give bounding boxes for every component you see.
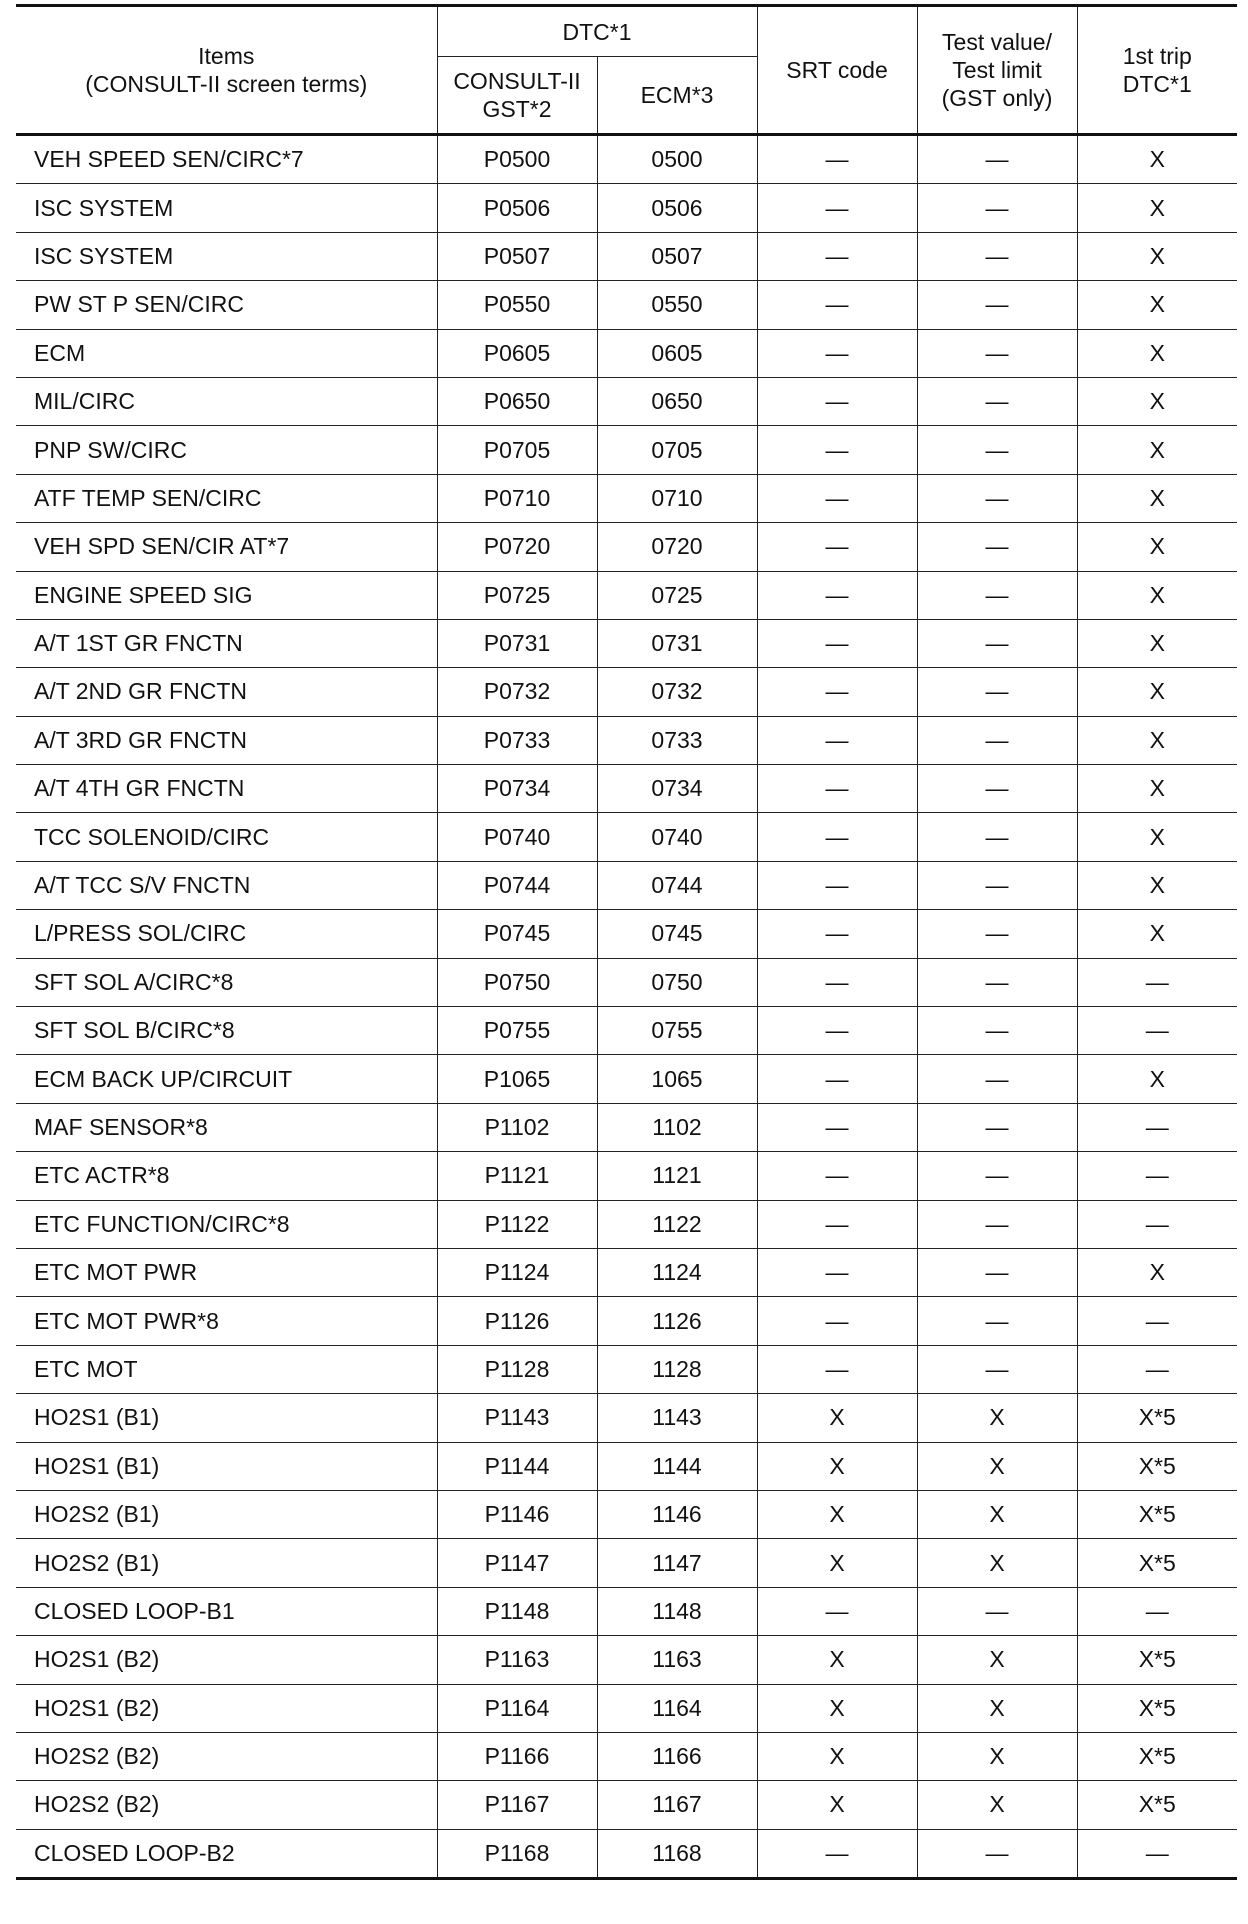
ecm-code-cell: 0755: [597, 1007, 757, 1055]
item-cell: HO2S2 (B1): [16, 1539, 437, 1587]
table-row: [16, 135, 1237, 184]
test-value-cell: —: [917, 765, 1077, 813]
ecm-code-cell: 1121: [597, 1152, 757, 1200]
test-value-cell: —: [917, 329, 1077, 377]
consult-gst-cell: P0725: [437, 571, 597, 619]
ecm-code-cell: 1148: [597, 1587, 757, 1635]
test-value-cell: X: [917, 1539, 1077, 1587]
test-value-cell: —: [917, 1248, 1077, 1296]
consult-gst-cell: P1147: [437, 1539, 597, 1587]
test-value-cell: —: [917, 571, 1077, 619]
srt-code-cell: —: [757, 619, 917, 667]
ecm-code-cell: 1126: [597, 1297, 757, 1345]
consult-gst-cell: P0507: [437, 232, 597, 280]
test-value-cell: X: [917, 1442, 1077, 1490]
srt-code-cell: —: [757, 426, 917, 474]
srt-code-cell: —: [757, 668, 917, 716]
item-cell: PW ST P SEN/CIRC: [16, 281, 437, 329]
srt-code-cell: —: [757, 571, 917, 619]
table-row: [16, 1442, 1237, 1490]
item-cell: ECM BACK UP/CIRCUIT: [16, 1055, 437, 1103]
first-trip-dtc-cell: —: [1077, 958, 1237, 1006]
srt-code-cell: X: [757, 1539, 917, 1587]
consult-gst-cell: P1124: [437, 1248, 597, 1296]
ecm-code-cell: 1164: [597, 1684, 757, 1732]
srt-code-cell: X: [757, 1684, 917, 1732]
first-trip-dtc-cell: X: [1077, 571, 1237, 619]
ecm-code-cell: 0705: [597, 426, 757, 474]
consult-gst-cell: P0740: [437, 813, 597, 861]
srt-code-cell: —: [757, 1829, 917, 1878]
table-row: [16, 426, 1237, 474]
table-row: [16, 813, 1237, 861]
test-value-cell: X: [917, 1490, 1077, 1538]
consult-gst-cell: P0731: [437, 619, 597, 667]
test-value-cell: —: [917, 1345, 1077, 1393]
test-value-cell: —: [917, 377, 1077, 425]
first-trip-dtc-cell: —: [1077, 1587, 1237, 1635]
item-cell: L/PRESS SOL/CIRC: [16, 910, 437, 958]
first-trip-dtc-cell: X*5: [1077, 1636, 1237, 1684]
srt-code-cell: —: [757, 523, 917, 571]
test-value-cell: —: [917, 668, 1077, 716]
srt-code-cell: —: [757, 1055, 917, 1103]
srt-code-cell: —: [757, 861, 917, 909]
item-cell: HO2S1 (B1): [16, 1442, 437, 1490]
item-cell: A/T 3RD GR FNCTN: [16, 716, 437, 764]
table-row: [16, 619, 1237, 667]
ecm-code-cell: 1168: [597, 1829, 757, 1878]
test-value-cell: —: [917, 1829, 1077, 1878]
srt-code-cell: X: [757, 1442, 917, 1490]
first-trip-dtc-cell: X: [1077, 619, 1237, 667]
consult-gst-cell: P1144: [437, 1442, 597, 1490]
srt-code-cell: —: [757, 377, 917, 425]
test-value-cell: —: [917, 958, 1077, 1006]
item-cell: A/T TCC S/V FNCTN: [16, 861, 437, 909]
table-row: [16, 1732, 1237, 1780]
table-row: [16, 1684, 1237, 1732]
item-cell: ETC MOT: [16, 1345, 437, 1393]
test-value-cell: —: [917, 523, 1077, 571]
srt-code-cell: —: [757, 184, 917, 232]
consult-gst-cell: P0755: [437, 1007, 597, 1055]
item-cell: VEH SPEED SEN/CIRC*7: [16, 135, 437, 184]
item-cell: ISC SYSTEM: [16, 232, 437, 280]
table-row: [16, 1781, 1237, 1829]
first-trip-dtc-cell: X: [1077, 184, 1237, 232]
item-cell: MAF SENSOR*8: [16, 1103, 437, 1151]
consult-gst-cell: P0745: [437, 910, 597, 958]
ecm-code-cell: 1166: [597, 1732, 757, 1780]
srt-code-cell: —: [757, 716, 917, 764]
ecm-code-cell: 0720: [597, 523, 757, 571]
item-cell: ETC ACTR*8: [16, 1152, 437, 1200]
item-cell: A/T 2ND GR FNCTN: [16, 668, 437, 716]
ecm-code-cell: 0750: [597, 958, 757, 1006]
item-cell: SFT SOL A/CIRC*8: [16, 958, 437, 1006]
table-row: [16, 232, 1237, 280]
ecm-code-cell: 1128: [597, 1345, 757, 1393]
first-trip-dtc-cell: —: [1077, 1103, 1237, 1151]
ecm-code-cell: 1163: [597, 1636, 757, 1684]
ecm-code-cell: 1147: [597, 1539, 757, 1587]
ecm-code-cell: 0506: [597, 184, 757, 232]
first-trip-dtc-cell: X*5: [1077, 1684, 1237, 1732]
table-row: [16, 377, 1237, 425]
first-trip-dtc-cell: X: [1077, 765, 1237, 813]
first-trip-dtc-cell: X: [1077, 281, 1237, 329]
ecm-code-cell: 0732: [597, 668, 757, 716]
first-trip-dtc-cell: —: [1077, 1007, 1237, 1055]
srt-code-cell: —: [757, 474, 917, 522]
ecm-code-cell: 1065: [597, 1055, 757, 1103]
srt-code-cell: —: [757, 1103, 917, 1151]
table-row: [16, 668, 1237, 716]
consult-gst-cell: P1166: [437, 1732, 597, 1780]
table-row: [16, 1200, 1237, 1248]
consult-gst-cell: P0732: [437, 668, 597, 716]
first-trip-dtc-cell: X: [1077, 426, 1237, 474]
srt-code-cell: —: [757, 813, 917, 861]
test-value-cell: —: [917, 910, 1077, 958]
test-value-cell: —: [917, 1103, 1077, 1151]
item-cell: CLOSED LOOP-B2: [16, 1829, 437, 1878]
table-row: [16, 184, 1237, 232]
item-cell: ETC MOT PWR: [16, 1248, 437, 1296]
consult-gst-cell: P0650: [437, 377, 597, 425]
consult-gst-cell: P0750: [437, 958, 597, 1006]
first-trip-dtc-cell: X: [1077, 861, 1237, 909]
srt-code-cell: —: [757, 1248, 917, 1296]
item-cell: A/T 4TH GR FNCTN: [16, 765, 437, 813]
first-trip-dtc-cell: X: [1077, 910, 1237, 958]
test-value-cell: —: [917, 1200, 1077, 1248]
consult-gst-cell: P1163: [437, 1636, 597, 1684]
table-row: [16, 958, 1237, 1006]
test-value-cell: X: [917, 1684, 1077, 1732]
consult-gst-cell: P0506: [437, 184, 597, 232]
ecm-code-cell: 1144: [597, 1442, 757, 1490]
first-trip-dtc-cell: X*5: [1077, 1781, 1237, 1829]
table-row: [16, 1490, 1237, 1538]
test-value-cell: —: [917, 1587, 1077, 1635]
consult-gst-cell: P0550: [437, 281, 597, 329]
first-trip-dtc-cell: X*5: [1077, 1394, 1237, 1442]
first-trip-dtc-cell: X*5: [1077, 1732, 1237, 1780]
first-trip-dtc-cell: —: [1077, 1297, 1237, 1345]
ecm-code-cell: 0710: [597, 474, 757, 522]
consult-gst-cell: P0710: [437, 474, 597, 522]
srt-code-cell: X: [757, 1732, 917, 1780]
consult-gst-cell: P0744: [437, 861, 597, 909]
table-row: [16, 1103, 1237, 1151]
srt-code-cell: —: [757, 1152, 917, 1200]
ecm-code-cell: 0507: [597, 232, 757, 280]
table-row: [16, 1636, 1237, 1684]
ecm-code-cell: 0500: [597, 135, 757, 184]
table-row: [16, 1297, 1237, 1345]
item-cell: HO2S2 (B2): [16, 1732, 437, 1780]
table-row: [16, 1248, 1237, 1296]
ecm-code-cell: 1124: [597, 1248, 757, 1296]
item-cell: HO2S2 (B2): [16, 1781, 437, 1829]
consult-gst-cell: P1128: [437, 1345, 597, 1393]
table-row: [16, 571, 1237, 619]
table-row: [16, 1539, 1237, 1587]
test-value-cell: —: [917, 1007, 1077, 1055]
ecm-code-cell: 1122: [597, 1200, 757, 1248]
ecm-code-cell: 0650: [597, 377, 757, 425]
table-body: [16, 135, 1237, 1879]
item-cell: ECM: [16, 329, 437, 377]
item-cell: ATF TEMP SEN/CIRC: [16, 474, 437, 522]
dtc-table-document: [16, 4, 1232, 1880]
ecm-code-cell: 1167: [597, 1781, 757, 1829]
srt-code-cell: —: [757, 1007, 917, 1055]
consult-gst-cell: P0733: [437, 716, 597, 764]
item-cell: TCC SOLENOID/CIRC: [16, 813, 437, 861]
items-header: Items (CONSULT-II screen terms): [16, 6, 437, 135]
first-trip-dtc-cell: —: [1077, 1829, 1237, 1878]
consult-gst-cell: P1102: [437, 1103, 597, 1151]
table-row: [16, 1587, 1237, 1635]
test-value-cell: —: [917, 1055, 1077, 1103]
ecm-code-cell: 1146: [597, 1490, 757, 1538]
test-value-cell: X: [917, 1394, 1077, 1442]
table-row: [16, 1055, 1237, 1103]
ecm-code-cell: 0733: [597, 716, 757, 764]
srt-code-header: SRT code: [757, 6, 917, 135]
srt-code-cell: X: [757, 1781, 917, 1829]
first-trip-dtc-cell: X*5: [1077, 1442, 1237, 1490]
srt-code-cell: —: [757, 329, 917, 377]
item-cell: MIL/CIRC: [16, 377, 437, 425]
table-row: [16, 765, 1237, 813]
item-cell: HO2S1 (B1): [16, 1394, 437, 1442]
consult-gst-cell: P1065: [437, 1055, 597, 1103]
consult-gst-cell: P1167: [437, 1781, 597, 1829]
test-value-cell: —: [917, 281, 1077, 329]
consult-gst-cell: P1168: [437, 1829, 597, 1878]
first-trip-dtc-cell: X*5: [1077, 1539, 1237, 1587]
first-trip-dtc-cell: X: [1077, 329, 1237, 377]
table-row: [16, 1345, 1237, 1393]
table-row: [16, 1394, 1237, 1442]
ecm-code-cell: 0734: [597, 765, 757, 813]
first-trip-dtc-cell: —: [1077, 1152, 1237, 1200]
consult-gst-cell: P0720: [437, 523, 597, 571]
test-value-cell: X: [917, 1781, 1077, 1829]
ecm-code-cell: 0731: [597, 619, 757, 667]
first-trip-dtc-cell: —: [1077, 1345, 1237, 1393]
ecm-code-cell: 1102: [597, 1103, 757, 1151]
ecm-code-cell: 0550: [597, 281, 757, 329]
test-value-cell: —: [917, 1152, 1077, 1200]
srt-code-cell: —: [757, 1200, 917, 1248]
table-row: [16, 1007, 1237, 1055]
first-trip-dtc-cell: —: [1077, 1200, 1237, 1248]
consult-gst-cell: P1146: [437, 1490, 597, 1538]
test-value-header: Test value/ Test limit (GST only): [917, 6, 1077, 135]
consult-gst-header: CONSULT-II GST*2: [437, 57, 597, 135]
table-row: [16, 523, 1237, 571]
item-cell: ISC SYSTEM: [16, 184, 437, 232]
table-row: [16, 910, 1237, 958]
first-trip-dtc-cell: X: [1077, 668, 1237, 716]
test-value-cell: —: [917, 426, 1077, 474]
srt-code-cell: —: [757, 281, 917, 329]
table-row: [16, 1829, 1237, 1878]
item-cell: SFT SOL B/CIRC*8: [16, 1007, 437, 1055]
ecm-code-cell: 0744: [597, 861, 757, 909]
ecm-code-cell: 0605: [597, 329, 757, 377]
srt-code-cell: —: [757, 1297, 917, 1345]
test-value-cell: —: [917, 716, 1077, 764]
test-value-cell: —: [917, 861, 1077, 909]
test-value-cell: —: [917, 813, 1077, 861]
consult-gst-cell: P1122: [437, 1200, 597, 1248]
consult-gst-cell: P0734: [437, 765, 597, 813]
srt-code-cell: —: [757, 232, 917, 280]
test-value-cell: —: [917, 619, 1077, 667]
srt-code-cell: —: [757, 765, 917, 813]
first-trip-dtc-cell: X*5: [1077, 1490, 1237, 1538]
srt-code-cell: —: [757, 910, 917, 958]
test-value-cell: —: [917, 184, 1077, 232]
item-cell: CLOSED LOOP-B1: [16, 1587, 437, 1635]
table-row: [16, 1152, 1237, 1200]
first-trip-dtc-cell: X: [1077, 135, 1237, 184]
srt-code-cell: X: [757, 1394, 917, 1442]
item-cell: ENGINE SPEED SIG: [16, 571, 437, 619]
consult-gst-cell: P1164: [437, 1684, 597, 1732]
test-value-cell: X: [917, 1732, 1077, 1780]
first-trip-dtc-cell: X: [1077, 813, 1237, 861]
table-row: [16, 474, 1237, 522]
item-cell: HO2S1 (B2): [16, 1684, 437, 1732]
table-row: [16, 281, 1237, 329]
ecm-code-cell: 0725: [597, 571, 757, 619]
dtc-table: [16, 4, 1237, 1880]
consult-gst-cell: P1126: [437, 1297, 597, 1345]
ecm-code-cell: 0740: [597, 813, 757, 861]
consult-gst-cell: P0605: [437, 329, 597, 377]
dtc-header: DTC*1: [437, 6, 757, 57]
consult-gst-cell: P1143: [437, 1394, 597, 1442]
test-value-cell: —: [917, 135, 1077, 184]
table-row: [16, 329, 1237, 377]
item-cell: HO2S2 (B1): [16, 1490, 437, 1538]
test-value-cell: —: [917, 232, 1077, 280]
first-trip-dtc-cell: X: [1077, 716, 1237, 764]
srt-code-cell: X: [757, 1636, 917, 1684]
test-value-cell: X: [917, 1636, 1077, 1684]
ecm-code-cell: 1143: [597, 1394, 757, 1442]
item-cell: A/T 1ST GR FNCTN: [16, 619, 437, 667]
ecm-header: ECM*3: [597, 57, 757, 135]
consult-gst-cell: P0705: [437, 426, 597, 474]
item-cell: VEH SPD SEN/CIR AT*7: [16, 523, 437, 571]
test-value-cell: —: [917, 1297, 1077, 1345]
consult-gst-cell: P0500: [437, 135, 597, 184]
first-trip-dtc-header: 1st trip DTC*1: [1077, 6, 1237, 135]
srt-code-cell: —: [757, 1345, 917, 1393]
item-cell: PNP SW/CIRC: [16, 426, 437, 474]
consult-gst-cell: P1121: [437, 1152, 597, 1200]
ecm-code-cell: 0745: [597, 910, 757, 958]
consult-gst-cell: P1148: [437, 1587, 597, 1635]
item-cell: HO2S1 (B2): [16, 1636, 437, 1684]
item-cell: ETC FUNCTION/CIRC*8: [16, 1200, 437, 1248]
first-trip-dtc-cell: X: [1077, 377, 1237, 425]
test-value-cell: —: [917, 474, 1077, 522]
srt-code-cell: X: [757, 1490, 917, 1538]
table-row: [16, 716, 1237, 764]
first-trip-dtc-cell: X: [1077, 523, 1237, 571]
first-trip-dtc-cell: X: [1077, 1055, 1237, 1103]
table-row: [16, 861, 1237, 909]
item-cell: ETC MOT PWR*8: [16, 1297, 437, 1345]
srt-code-cell: —: [757, 135, 917, 184]
srt-code-cell: —: [757, 958, 917, 1006]
srt-code-cell: —: [757, 1587, 917, 1635]
table-header: [16, 6, 1237, 135]
first-trip-dtc-cell: X: [1077, 1248, 1237, 1296]
first-trip-dtc-cell: X: [1077, 474, 1237, 522]
first-trip-dtc-cell: X: [1077, 232, 1237, 280]
